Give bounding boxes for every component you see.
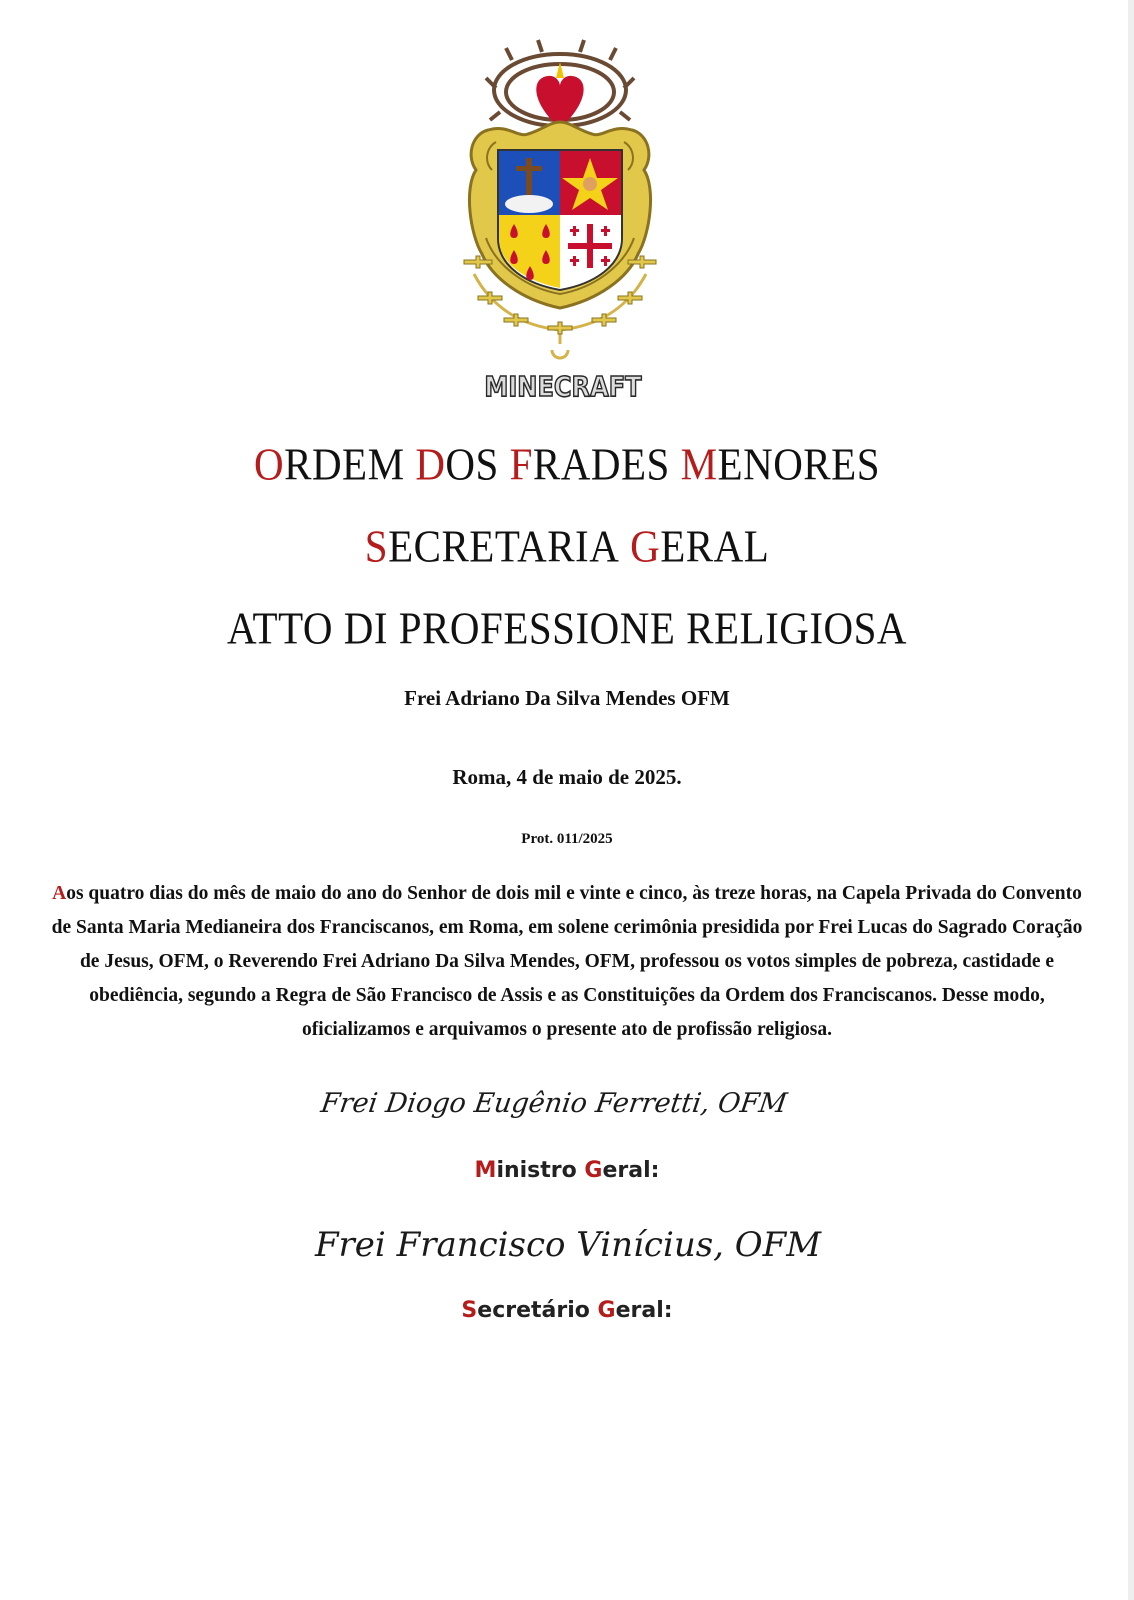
signature-second <box>314 1212 822 1276</box>
svg-text:Frei Francisco Vinícius, OFM: Frei Francisco Vinícius, OFM <box>314 1225 822 1265</box>
heading-secretariat: SECRETARIA GERAL <box>364 520 770 572</box>
heading-order-name: ORDEM DOS FRADES MENORES <box>253 438 881 490</box>
minecraft-logo: MINECRAFT <box>484 370 642 403</box>
protocol-number: Prot. 011/2025 <box>521 831 613 847</box>
shield-quarters <box>498 150 622 290</box>
signature-first <box>318 1074 789 1130</box>
coat-of-arms <box>452 38 668 368</box>
svg-text:Frei Diogo Eugênio Ferretti, O: Frei Diogo Eugênio Ferretti, OFM <box>318 1088 789 1119</box>
role-secretary-general: Secretário Geral: <box>461 1298 673 1323</box>
role-minister-general: Ministro Geral: <box>474 1158 660 1183</box>
heading-act-title: ATTO DI PROFESSIONE RELIGIOSA <box>226 602 908 654</box>
document-date: Roma, 4 de maio de 2025. <box>452 765 682 789</box>
act-body-paragraph: Aos quatro dias do mês de maio do ano do Senhor de dois mil e vinte e cinco, às treze horas, na Capela Privada do Convento de Santa Maria Medianeira dos Franciscanos, em Roma, em solene cerimônia presidida por Frei Lucas do Sagrado Coração de Jesus, OFM, o Reverendo Frei Adriano Da Silva Mendes, OFM, professou os votos simples de pobreza, castidade e obediência, segundo a Regra de São Francisco de Assis e as Constituições da Ordem dos Franciscanos. Desse modo, oficializamos e arquivamos o presente ato de profissão religiosa. <box>51 883 1083 1040</box>
professed-name: Frei Adriano Da Silva Mendes OFM <box>404 686 730 710</box>
